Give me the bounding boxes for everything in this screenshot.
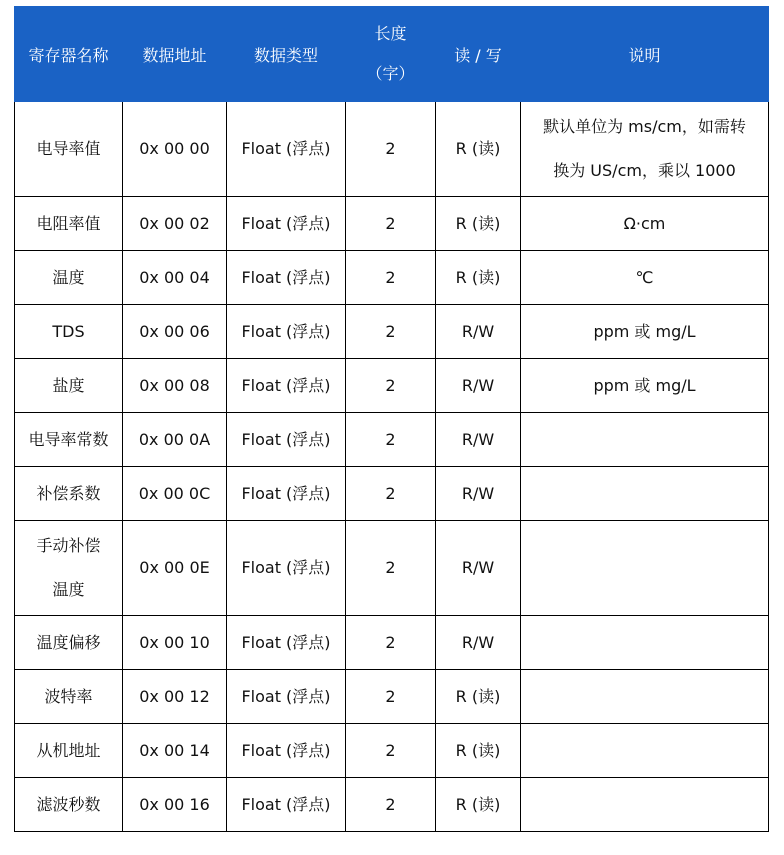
cell-description bbox=[521, 616, 769, 670]
cell-data-address: 0x 00 0E bbox=[123, 521, 227, 616]
cell-read-write: R (读) bbox=[436, 102, 521, 197]
cell-description bbox=[521, 521, 769, 616]
cell-read-write: R (读) bbox=[436, 724, 521, 778]
cell-description-line: ppm 或 mg/L bbox=[593, 321, 696, 341]
cell-register-name bbox=[15, 413, 123, 467]
cell-read-write: R (读) bbox=[436, 778, 521, 832]
cell-read-write: R/W bbox=[436, 305, 521, 359]
table-row bbox=[15, 413, 769, 467]
header-register-name: 寄存器名称 bbox=[15, 7, 123, 102]
cell-length: 2 bbox=[346, 197, 436, 251]
cell-length: 2 bbox=[346, 359, 436, 413]
cell-description bbox=[521, 359, 769, 413]
cell-register-name-line: 手动补偿 bbox=[36, 536, 101, 555]
cell-description bbox=[521, 467, 769, 521]
table-row bbox=[15, 724, 769, 778]
header-length-unit: （字） bbox=[366, 64, 415, 83]
register-table-container bbox=[14, 6, 768, 832]
cell-register-name bbox=[15, 724, 123, 778]
cell-data-address: 0x 00 12 bbox=[123, 670, 227, 724]
cell-description bbox=[521, 251, 769, 305]
cell-description bbox=[521, 724, 769, 778]
cell-length: 2 bbox=[346, 616, 436, 670]
cell-read-write: R/W bbox=[436, 467, 521, 521]
cell-read-write: R/W bbox=[436, 359, 521, 413]
cell-description-line: 换为 US/cm，乘以 1000 bbox=[553, 161, 736, 180]
cell-description bbox=[521, 305, 769, 359]
cell-length: 2 bbox=[346, 413, 436, 467]
cell-register-name bbox=[15, 778, 123, 832]
cell-length: 2 bbox=[346, 467, 436, 521]
cell-data-address: 0x 00 0A bbox=[123, 413, 227, 467]
cell-data-address: 0x 00 00 bbox=[123, 102, 227, 197]
cell-data-type: Float (浮点) bbox=[227, 102, 346, 197]
cell-description bbox=[521, 670, 769, 724]
cell-data-type: Float (浮点) bbox=[227, 670, 346, 724]
header-length-label: 长度 bbox=[374, 24, 407, 43]
cell-data-type: Float (浮点) bbox=[227, 305, 346, 359]
table-row bbox=[15, 251, 769, 305]
cell-length: 2 bbox=[346, 670, 436, 724]
cell-register-name-line: 温度偏移 bbox=[36, 632, 101, 652]
table-row bbox=[15, 102, 769, 197]
cell-description bbox=[521, 413, 769, 467]
cell-data-type: Float (浮点) bbox=[227, 413, 346, 467]
cell-length: 2 bbox=[346, 305, 436, 359]
cell-data-type: Float (浮点) bbox=[227, 359, 346, 413]
cell-data-type: Float (浮点) bbox=[227, 616, 346, 670]
cell-data-address: 0x 00 02 bbox=[123, 197, 227, 251]
table-header-row bbox=[15, 7, 769, 102]
header-data-type: 数据类型 bbox=[227, 7, 346, 102]
cell-read-write: R (读) bbox=[436, 670, 521, 724]
cell-read-write: R/W bbox=[436, 616, 521, 670]
cell-length: 2 bbox=[346, 102, 436, 197]
cell-data-type: Float (浮点) bbox=[227, 467, 346, 521]
cell-description-line: ℃ bbox=[635, 267, 654, 287]
table-row bbox=[15, 305, 769, 359]
cell-register-name bbox=[15, 670, 123, 724]
cell-data-address: 0x 00 14 bbox=[123, 724, 227, 778]
register-table bbox=[14, 6, 769, 832]
cell-read-write: R (读) bbox=[436, 197, 521, 251]
cell-register-name-line: 滤波秒数 bbox=[36, 794, 101, 814]
cell-description bbox=[521, 778, 769, 832]
cell-description-line: ppm 或 mg/L bbox=[593, 375, 696, 395]
cell-register-name bbox=[15, 305, 123, 359]
cell-data-address: 0x 00 16 bbox=[123, 778, 227, 832]
table-row bbox=[15, 359, 769, 413]
header-length bbox=[346, 7, 436, 102]
cell-register-name-line: TDS bbox=[52, 321, 85, 341]
cell-length: 2 bbox=[346, 521, 436, 616]
header-description: 说明 bbox=[521, 7, 769, 102]
cell-register-name-line: 电导率常数 bbox=[28, 429, 109, 449]
cell-data-type: Float (浮点) bbox=[227, 724, 346, 778]
cell-register-name-line: 温度 bbox=[52, 267, 85, 287]
cell-data-address: 0x 00 0C bbox=[123, 467, 227, 521]
cell-register-name bbox=[15, 197, 123, 251]
cell-description-line: 默认单位为 ms/cm，如需转 bbox=[543, 117, 746, 136]
cell-data-address: 0x 00 06 bbox=[123, 305, 227, 359]
table-row bbox=[15, 467, 769, 521]
cell-register-name-line: 盐度 bbox=[52, 375, 85, 395]
table-row bbox=[15, 778, 769, 832]
cell-register-name bbox=[15, 251, 123, 305]
cell-read-write: R/W bbox=[436, 521, 521, 616]
header-data-address: 数据地址 bbox=[123, 7, 227, 102]
cell-register-name-line: 电阻率值 bbox=[36, 213, 101, 233]
cell-register-name-line: 电导率值 bbox=[36, 139, 101, 158]
cell-register-name bbox=[15, 521, 123, 616]
cell-register-name-line: 从机地址 bbox=[36, 740, 101, 760]
cell-length: 2 bbox=[346, 724, 436, 778]
table-body bbox=[15, 102, 769, 832]
cell-data-address: 0x 00 04 bbox=[123, 251, 227, 305]
cell-register-name bbox=[15, 616, 123, 670]
header-read-write: 读 / 写 bbox=[436, 7, 521, 102]
cell-register-name-line: 温度 bbox=[52, 580, 85, 599]
cell-data-address: 0x 00 08 bbox=[123, 359, 227, 413]
table-row bbox=[15, 670, 769, 724]
cell-length: 2 bbox=[346, 778, 436, 832]
table-row bbox=[15, 197, 769, 251]
cell-read-write: R (读) bbox=[436, 251, 521, 305]
cell-register-name bbox=[15, 102, 123, 197]
cell-description bbox=[521, 102, 769, 197]
cell-length: 2 bbox=[346, 251, 436, 305]
cell-register-name-line: 波特率 bbox=[44, 686, 93, 706]
cell-data-address: 0x 00 10 bbox=[123, 616, 227, 670]
cell-data-type: Float (浮点) bbox=[227, 778, 346, 832]
table-row bbox=[15, 616, 769, 670]
cell-register-name bbox=[15, 467, 123, 521]
cell-register-name bbox=[15, 359, 123, 413]
cell-data-type: Float (浮点) bbox=[227, 521, 346, 616]
cell-description bbox=[521, 197, 769, 251]
cell-data-type: Float (浮点) bbox=[227, 251, 346, 305]
cell-read-write: R/W bbox=[436, 413, 521, 467]
cell-register-name-line: 补偿系数 bbox=[36, 483, 101, 503]
table-row bbox=[15, 521, 769, 616]
cell-description-line: Ω·cm bbox=[623, 213, 666, 233]
cell-data-type: Float (浮点) bbox=[227, 197, 346, 251]
